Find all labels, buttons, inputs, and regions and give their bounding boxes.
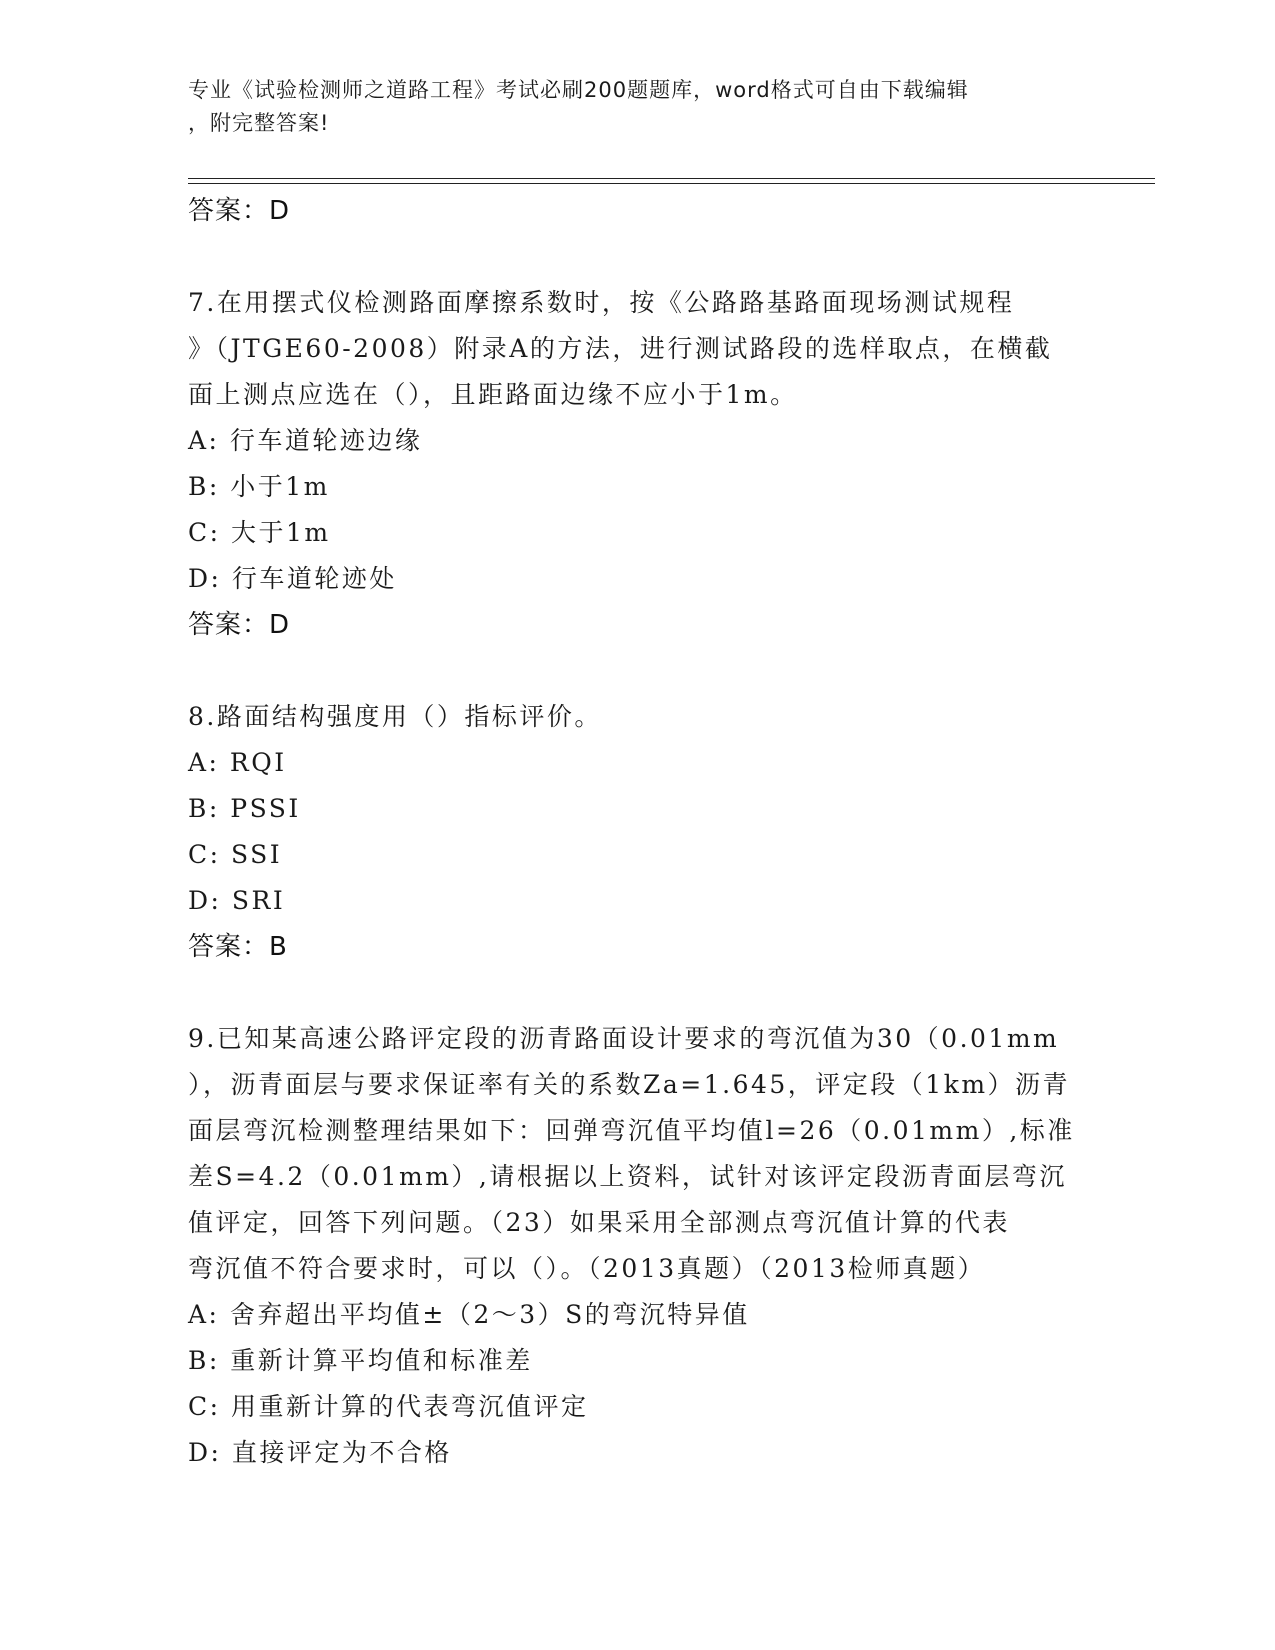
- question-text-line: ），沥青面层与要求保证率有关的系数Za=1.645，评定段（1km）沥青: [188, 1070, 1071, 1099]
- header-divider-top: [188, 178, 1155, 179]
- document-body: [188, 188, 1088, 1476]
- question-text-line: 9.已知某高速公路评定段的沥青路面设计要求的弯沉值为30（0.01mm: [188, 1024, 1060, 1053]
- option-c: C: 大于1m: [188, 518, 331, 547]
- page-header: [188, 74, 1078, 140]
- question-text-line: 弯沉值不符合要求时，可以（）。（2013真题）（2013检师真题）: [188, 1254, 986, 1283]
- spacer: [188, 234, 1088, 280]
- option-d: D: 直接评定为不合格: [188, 1438, 452, 1467]
- question-text-line: 》（JTGE60-2008）附录A的方法，进行测试路段的选样取点，在横截: [188, 334, 1053, 363]
- previous-answer: 答案：D: [188, 196, 291, 226]
- question-text-line: 8.路面结构强度用（）指标评价。: [188, 702, 602, 731]
- option-c: C: SSI: [188, 840, 283, 869]
- header-divider-bottom: [188, 183, 1155, 184]
- question-8: [188, 694, 1088, 970]
- option-a: A: 行车道轮迹边缘: [188, 426, 423, 455]
- option-d: D: 行车道轮迹处: [188, 564, 397, 593]
- answer: 答案：B: [188, 932, 288, 962]
- question-9: [188, 1016, 1088, 1476]
- question-text-line: 差S=4.2（0.01mm）,请根据以上资料，试针对该评定段沥青面层弯沉: [188, 1162, 1067, 1191]
- header-line-2: ，附完整答案!: [188, 111, 330, 135]
- spacer: [188, 970, 1088, 1016]
- question-7: [188, 280, 1088, 648]
- answer: 答案：D: [188, 610, 291, 640]
- header-line-1: 专业《试验检测师之道路工程》考试必刷200题题库，word格式可自由下载编辑: [188, 78, 969, 102]
- option-b: B: PSSI: [188, 794, 301, 823]
- question-text-line: 面层弯沉检测整理结果如下：回弹弯沉值平均值l=26（0.01mm）,标准: [188, 1116, 1075, 1145]
- question-text-line: 7.在用摆式仪检测路面摩擦系数时，按《公路路基路面现场测试规程: [188, 288, 1015, 317]
- option-b: B: 小于1m: [188, 472, 330, 501]
- option-d: D: SRI: [188, 886, 286, 915]
- spacer: [188, 648, 1088, 694]
- option-c: C: 用重新计算的代表弯沉值评定: [188, 1392, 589, 1421]
- option-b: B: 重新计算平均值和标准差: [188, 1346, 533, 1375]
- question-text-line: 面上测点应选在（），且距路面边缘不应小于1m。: [188, 380, 798, 409]
- option-a: A: 舍弃超出平均值±（2～3）S的弯沉特异值: [188, 1300, 750, 1329]
- question-text-line: 值评定，回答下列问题。（23）如果采用全部测点弯沉值计算的代表: [188, 1208, 1010, 1237]
- option-a: A: RQI: [188, 748, 287, 777]
